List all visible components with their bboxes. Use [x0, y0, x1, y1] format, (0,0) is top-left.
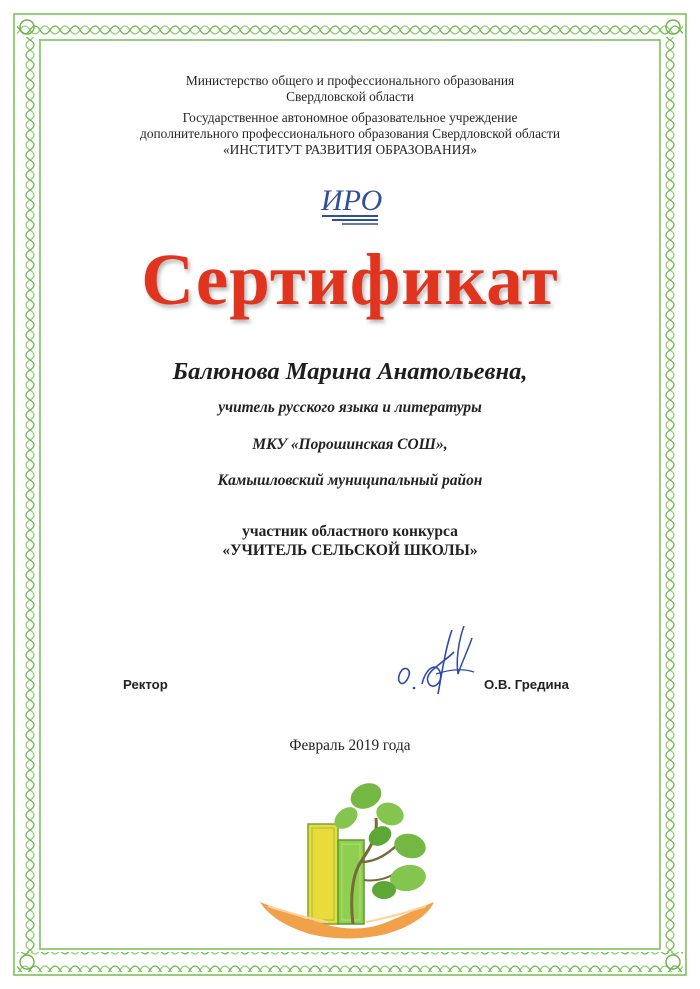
- signature-icon: [392, 622, 490, 700]
- recipient-school: МКУ «Порошинская СОШ»,: [252, 436, 448, 453]
- recipient-position: учитель русского языка и литературы: [218, 399, 482, 416]
- contest-name: «УЧИТЕЛЬ СЕЛЬСКОЙ ШКОЛЫ»: [222, 542, 478, 559]
- signatory-name: О.В. Гредина: [484, 677, 569, 692]
- header-institution-desc: дополнительного профессионального образования Свердловской области: [140, 126, 560, 141]
- books-tree-hands-emblem-icon: [258, 778, 436, 942]
- recipient-name: Балюнова Марина Анатольевна,: [172, 358, 528, 385]
- issue-date: Февраль 2019 года: [289, 737, 411, 754]
- certificate-title: Сертификат: [141, 239, 559, 320]
- header-ministry: Министерство общего и профессионального образования: [185, 73, 515, 88]
- recipient-district: Камышловский муниципальный район: [217, 472, 483, 489]
- logo-letters: ИРО: [321, 184, 382, 217]
- header-region: Свердловской области: [286, 89, 414, 104]
- participation-line: участник областного конкурса: [242, 523, 458, 540]
- signatory-role: Ректор: [123, 677, 168, 692]
- header-institution-name: «ИНСТИТУТ РАЗВИТИЯ ОБРАЗОВАНИЯ»: [222, 142, 478, 157]
- iro-logo-icon: [318, 178, 382, 226]
- header-institution-type: Государственное автономное образовательное учреждение: [182, 110, 518, 125]
